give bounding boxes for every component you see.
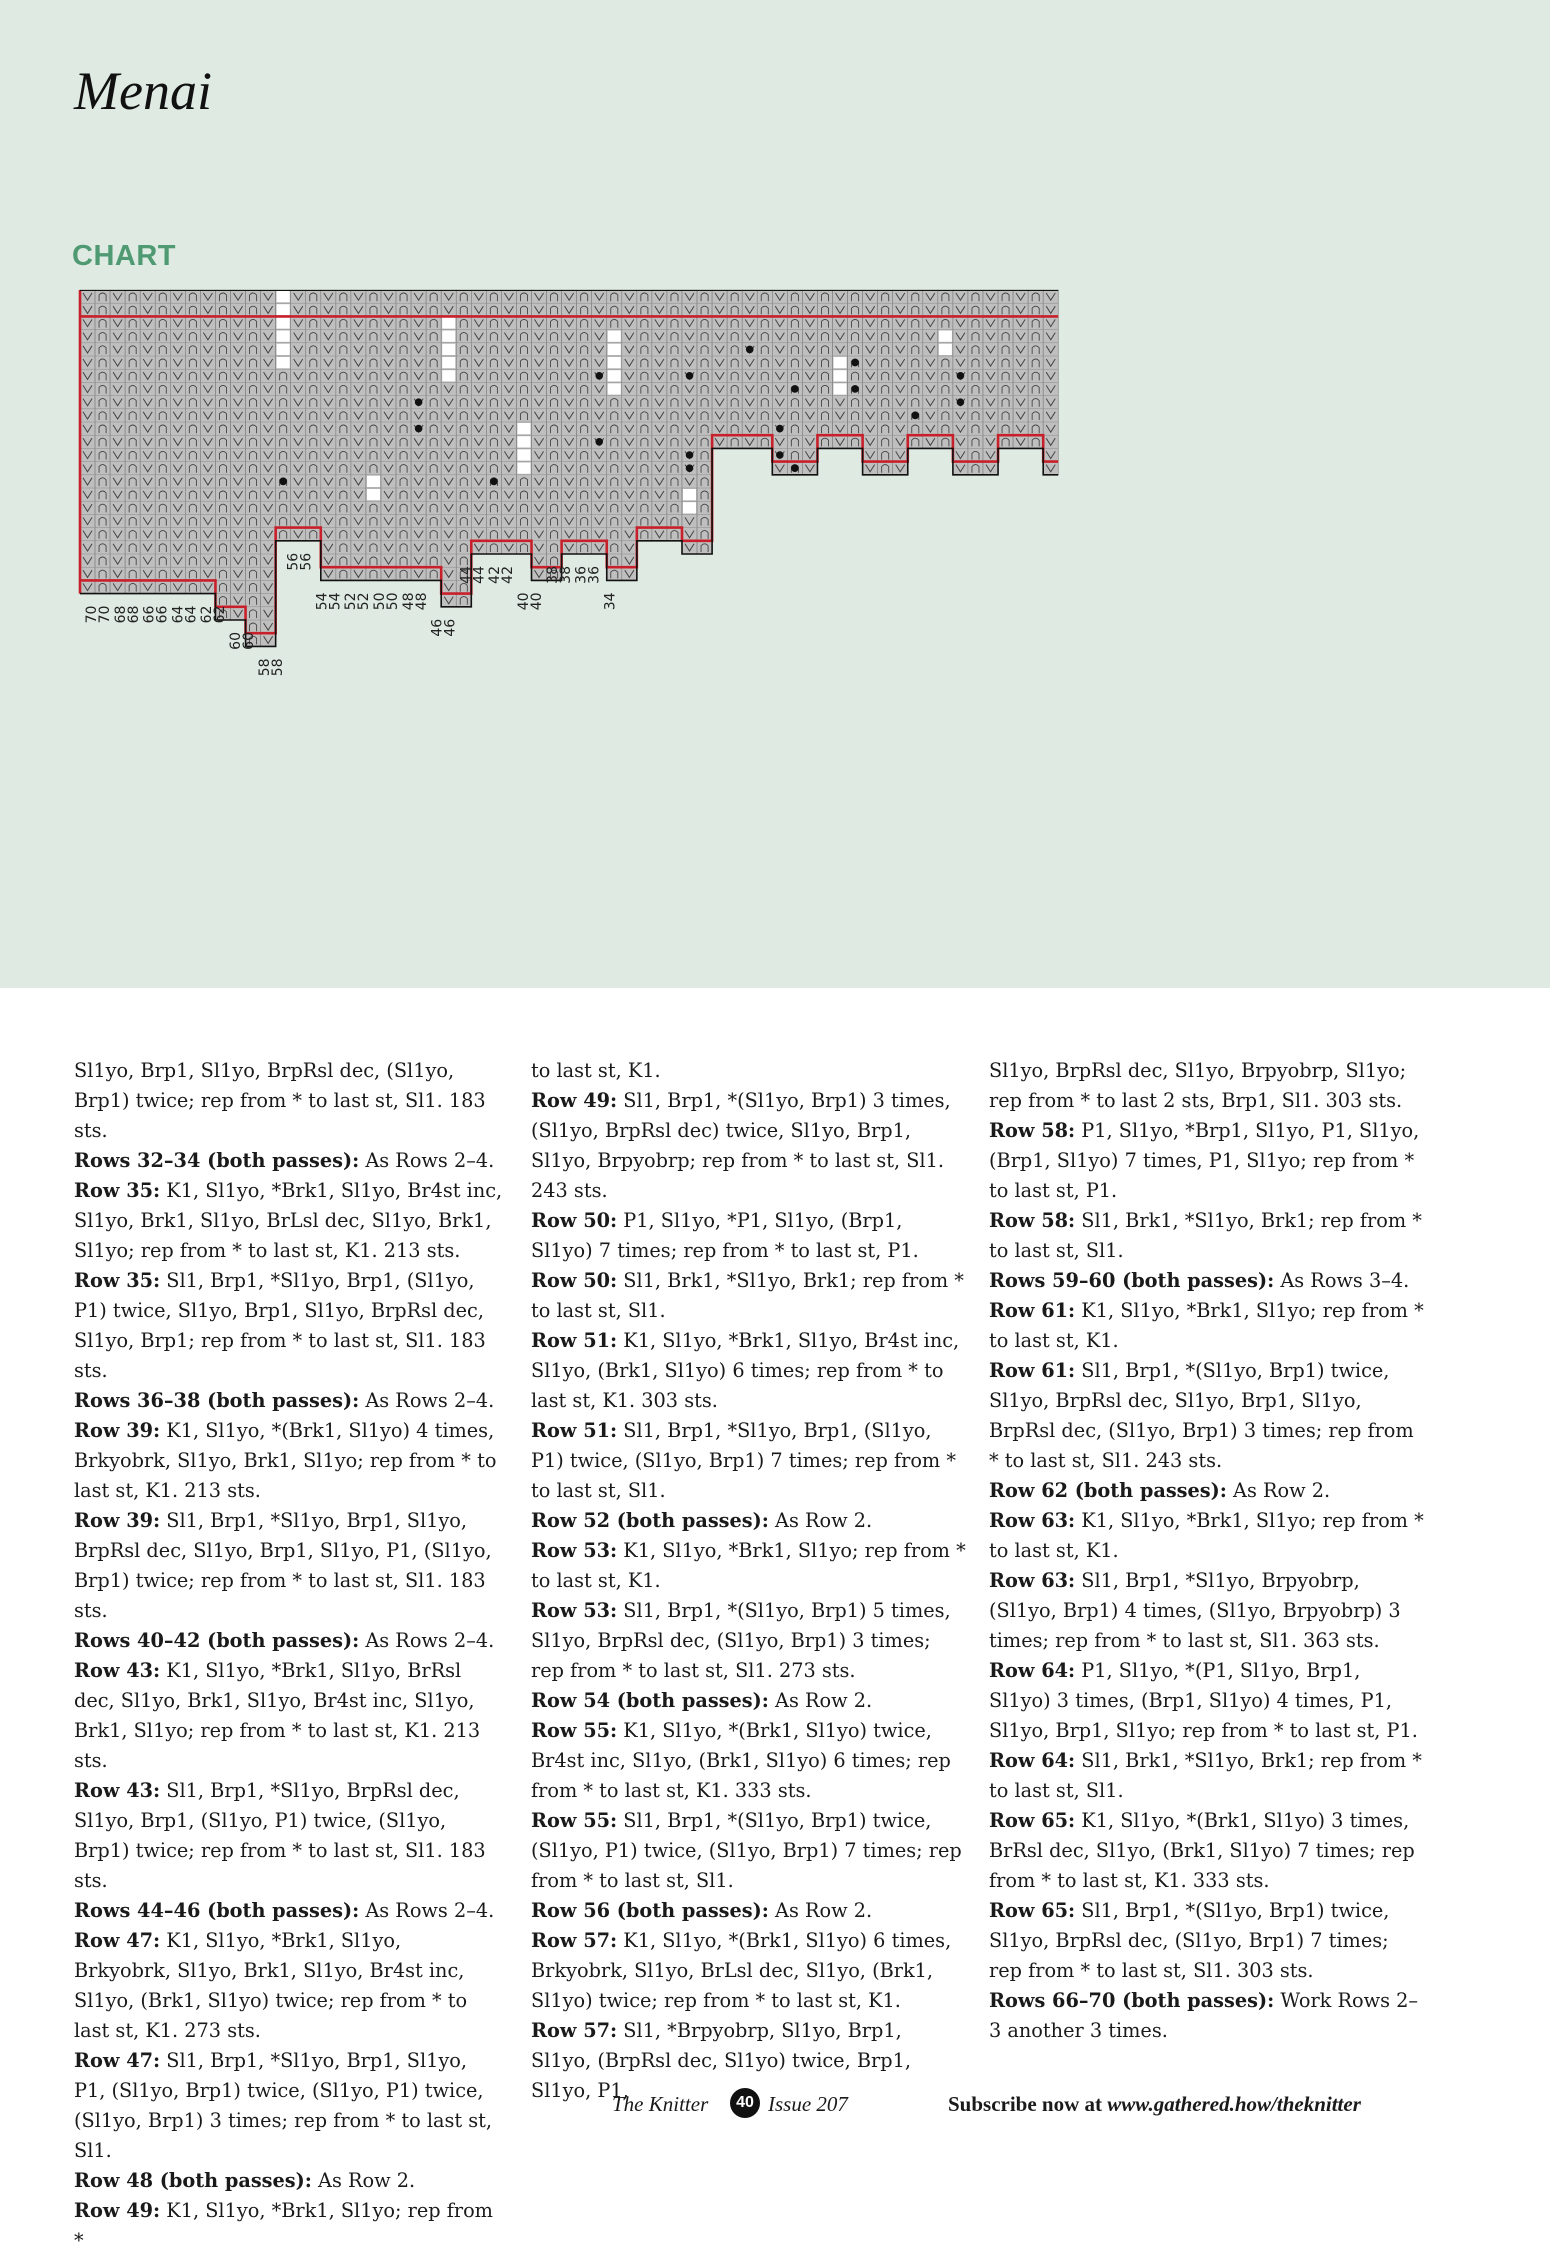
page-title: Menai: [74, 61, 212, 121]
chart-bottom-label: 62: [199, 605, 216, 624]
instruction-paragraph: [74, 1506, 504, 1626]
instruction-paragraph: [531, 1896, 966, 1926]
row-heading: Row 43:: [74, 1659, 161, 1682]
chart-bottom-label: 50: [385, 592, 401, 611]
chart-dot-symbol: [686, 372, 694, 380]
chart-highlight-cell: [834, 383, 847, 394]
chart-highlight-cell: [608, 370, 621, 381]
row-heading: Row 48 (both passes):: [74, 2169, 312, 2192]
chart-bottom-label: 56: [298, 552, 315, 571]
instruction-paragraph: [989, 1506, 1424, 1566]
row-heading: Row 35:: [74, 1179, 161, 1202]
instruction-paragraph: [531, 1416, 966, 1506]
chart-highlight-cell: [277, 291, 290, 302]
instruction-paragraph: [989, 1296, 1424, 1356]
chart-dot-symbol: [415, 398, 423, 406]
chart-bottom-label: 70: [84, 605, 100, 624]
chart-column: [200, 290, 215, 594]
instruction-paragraph: [989, 1806, 1424, 1896]
instruction-paragraph: [989, 1266, 1424, 1296]
row-text: P1, Sl1yo, *(P1, Sl1yo, Brp1, Sl1yo) 3 times, (Brp1, Sl1yo) 4 times, P1, Sl1yo, Brp1, Sl1yo; rep from * to last st, P1.: [989, 1659, 1418, 1742]
row-heading: Row 55:: [531, 1809, 618, 1832]
chart-dot-symbol: [851, 385, 859, 393]
page-number-badge: 40: [730, 2088, 760, 2118]
row-text: Sl1, Brp1, *(Sl1yo, Brp1) twice, Sl1yo, BrpRsl dec, Sl1yo, Brp1, Sl1yo, BrpRsl dec, (Sl1yo, Brp1) 3 times; rep from * to last st, Sl1. 243 sts.: [989, 1359, 1414, 1472]
chart-highlight-cell: [277, 304, 290, 315]
row-text: Sl1, Brp1, *Sl1yo, BrpRsl dec, Sl1yo, Brp1, (Sl1yo, P1) twice, (Sl1yo, Brp1) twice; rep from * to last st, Sl1. 183 sts.: [74, 1779, 486, 1892]
knitting-chart: [60, 285, 1460, 925]
row-heading: Row 58:: [989, 1209, 1076, 1232]
row-text: K1, Sl1yo, *Brk1, Sl1yo; rep from * to last st, K1.: [531, 1539, 966, 1592]
instruction-paragraph: [531, 1596, 966, 1686]
chart-bottom-label: 48: [413, 592, 430, 611]
instruction-paragraph: [74, 1386, 504, 1416]
row-heading: Rows 66–70 (both passes):: [989, 1989, 1275, 2012]
chart-bottom-label: 46: [429, 618, 446, 637]
row-text: Sl1yo, Brp1, Sl1yo, BrpRsl dec, (Sl1yo, Brp1) twice; rep from * to last st, Sl1. 183 sts.: [74, 1059, 486, 1142]
instructions-column-2: [531, 1056, 966, 2106]
row-text: Sl1, Brp1, *Sl1yo, Brpyobrp, (Sl1yo, Brp1) 4 times, (Sl1yo, Brpyobrp) 3 times; rep from * to last st, Sl1. 363 sts.: [989, 1569, 1401, 1652]
chart-bottom-label: 58: [256, 658, 273, 677]
chart-bottom-label: 52: [343, 592, 360, 611]
chart-highlight-cell: [939, 344, 952, 355]
chart-bottom-label: 48: [400, 592, 417, 611]
instruction-paragraph: [989, 1896, 1424, 1986]
chart-bottom-label: 46: [442, 618, 459, 637]
instruction-paragraph: [531, 1716, 966, 1806]
row-text: Work Rows 2–3 another 3 times.: [989, 1989, 1419, 2042]
row-text: K1, Sl1yo, *Brk1, Sl1yo, Br4st inc, Sl1yo, (Brk1, Sl1yo) 6 times; rep from * to last st, K1. 303 sts.: [531, 1329, 960, 1412]
instructions-column-1: [74, 1056, 504, 2256]
row-heading: Row 51:: [531, 1419, 618, 1442]
chart-highlight-cell: [517, 423, 530, 434]
chart-bottom-label: 42: [500, 566, 517, 584]
chart-highlight-cell: [517, 463, 530, 474]
chart-bottom-label: 40: [529, 592, 545, 611]
instruction-paragraph: [989, 1656, 1424, 1746]
row-text: Sl1yo, BrpRsl dec, Sl1yo, Brpyobrp, Sl1yo; rep from * to last 2 sts, Brp1, Sl1. 303 sts.: [989, 1059, 1407, 1112]
chart-bottom-label: 44: [471, 566, 488, 584]
chart-column: [155, 290, 170, 594]
chart-bottom-label: 38: [544, 566, 561, 584]
instruction-paragraph: [531, 1926, 966, 2016]
row-heading: Rows 44–46 (both passes):: [74, 1899, 360, 1922]
chart-top-outline: [80, 290, 1058, 291]
instruction-paragraph: [531, 1806, 966, 1896]
row-heading: Row 62 (both passes):: [989, 1479, 1227, 1502]
chart-column: [637, 290, 652, 541]
row-heading: Row 58:: [989, 1119, 1076, 1142]
chart-highlight-cell: [442, 357, 455, 368]
row-heading: Row 50:: [531, 1209, 618, 1232]
row-text: As Row 2.: [1226, 1479, 1331, 1502]
row-heading: Row 47:: [74, 1929, 161, 1952]
row-text: As Rows 2–4.: [359, 1149, 495, 1172]
chart-column: [652, 290, 667, 541]
instruction-paragraph: [989, 1356, 1424, 1476]
row-heading: Row 65:: [989, 1899, 1076, 1922]
chart-highlight-cell: [608, 357, 621, 368]
row-heading: Row 39:: [74, 1509, 161, 1532]
chart-column: [170, 290, 185, 594]
chart-highlight-cell: [277, 331, 290, 342]
row-heading: Row 52 (both passes):: [531, 1509, 769, 1532]
row-text: As Rows 2–4.: [359, 1629, 495, 1652]
chart-highlight-cell: [608, 383, 621, 394]
row-text: Sl1, Brp1, *Sl1yo, Brp1, (Sl1yo, P1) twice, Sl1yo, Brp1, Sl1yo, BrpRsl dec, Sl1yo, Brp1; rep from * to last st, Sl1. 183 sts.: [74, 1269, 486, 1382]
chart-highlight-cell: [517, 436, 530, 447]
chart-bottom-label: 56: [285, 552, 302, 571]
row-text: As Rows 2–4.: [359, 1899, 495, 1922]
row-heading: Row 61:: [989, 1299, 1076, 1322]
chart-bottom-label: 34: [602, 592, 619, 611]
row-heading: Row 54 (both passes):: [531, 1689, 769, 1712]
row-text: Sl1, Brp1, *Sl1yo, Brp1, Sl1yo, BrpRsl dec, Sl1yo, Brp1, Sl1yo, P1, (Sl1yo, Brp1) twice; rep from * to last st, Sl1. 183 sts.: [74, 1509, 492, 1622]
row-text: K1, Sl1yo, *Brk1, Sl1yo, Br4st inc, Sl1yo, Brk1, Sl1yo, BrLsl dec, Sl1yo, Brk1, Sl1yo; rep from * to last st, K1. 213 sts.: [74, 1179, 503, 1262]
instruction-paragraph: [74, 1176, 504, 1266]
chart-highlight-cell: [277, 357, 290, 368]
chart-highlight-cell: [834, 370, 847, 381]
row-heading: Rows 40–42 (both passes):: [74, 1629, 360, 1652]
row-heading: Rows 32–34 (both passes):: [74, 1149, 360, 1172]
chart-column: [140, 290, 155, 594]
instruction-paragraph: [74, 2196, 504, 2256]
instruction-paragraph: [74, 1896, 504, 1926]
chart-highlight-cell: [277, 344, 290, 355]
row-text: As Rows 3–4.: [1274, 1269, 1410, 1292]
row-heading: Row 64:: [989, 1659, 1076, 1682]
row-heading: Row 61:: [989, 1359, 1076, 1382]
row-text: Sl1, Brp1, *(Sl1yo, Brp1) 5 times, Sl1yo, BrpRsl dec, (Sl1yo, Brp1) 3 times; rep from * to last st, Sl1. 273 sts.: [531, 1599, 951, 1682]
instruction-paragraph: [531, 1686, 966, 1716]
row-text: K1, Sl1yo, *(Brk1, Sl1yo) 4 times, Brkyobrk, Sl1yo, Brk1, Sl1yo; rep from * to last st, K1. 213 sts.: [74, 1419, 497, 1502]
row-text: K1, Sl1yo, *(Brk1, Sl1yo) 6 times, Brkyobrk, Sl1yo, BrLsl dec, Sl1yo, (Brk1, Sl1yo) twice; rep from * to last st, K1.: [531, 1929, 952, 2012]
instruction-paragraph: [74, 1266, 504, 1386]
chart-column: [125, 290, 140, 594]
subscribe-link[interactable]: www.gathered.how/theknitter: [1107, 2092, 1361, 2116]
chart-highlight-cell: [442, 370, 455, 381]
row-text: Sl1, Brk1, *Sl1yo, Brk1; rep from * to last st, Sl1.: [989, 1749, 1422, 1802]
row-heading: Row 65:: [989, 1809, 1076, 1832]
instructions-column-3: [989, 1056, 1424, 2046]
chart-bottom-label: 36: [573, 566, 590, 584]
instruction-paragraph: [989, 1476, 1424, 1506]
row-text: P1, Sl1yo, *P1, Sl1yo, (Brp1, Sl1yo) 7 times; rep from * to last st, P1.: [531, 1209, 919, 1262]
row-text: As Rows 2–4.: [359, 1389, 495, 1412]
chart-highlight-cell: [277, 317, 290, 328]
instruction-paragraph: [74, 1416, 504, 1506]
row-text: Sl1, Brp1, *Sl1yo, Brp1, Sl1yo, P1, (Sl1yo, Brp1) twice, (Sl1yo, P1) twice, (Sl1yo, Brp1) 3 times; rep from * to last st, Sl1.: [74, 2049, 493, 2162]
chart-dot-symbol: [279, 478, 287, 486]
chart-highlight-cell: [442, 344, 455, 355]
row-text: P1, Sl1yo, *Brp1, Sl1yo, P1, Sl1yo, (Brp1, Sl1yo) 7 times, P1, Sl1yo; rep from * to last st, P1.: [989, 1119, 1420, 1202]
row-text: Sl1, Brk1, *Sl1yo, Brk1; rep from * to last st, Sl1.: [531, 1269, 964, 1322]
chart-heading: CHART: [72, 240, 176, 272]
chart-column: [95, 290, 110, 594]
chart-dot-symbol: [957, 398, 965, 406]
chart-bottom-label: 66: [154, 605, 171, 624]
issue-number: Issue 207: [768, 2092, 848, 2116]
chart-bottom-label: 58: [269, 658, 286, 677]
row-text: K1, Sl1yo, *(Brk1, Sl1yo) 3 times, BrRsl dec, Sl1yo, (Brk1, Sl1yo) 7 times; rep from * to last st, K1. 333 sts.: [989, 1809, 1415, 1892]
chart-dot-symbol: [791, 464, 799, 472]
instruction-paragraph: [531, 1536, 966, 1596]
instruction-paragraph: [531, 1056, 966, 1086]
chart-dot-symbol: [490, 478, 498, 486]
chart-column: [185, 290, 200, 594]
row-text: K1, Sl1yo, *Brk1, Sl1yo; rep from * to last st, K1.: [989, 1299, 1424, 1352]
chart-dot-symbol: [851, 359, 859, 367]
chart-column: [291, 290, 306, 541]
chart-highlight-cell: [442, 317, 455, 328]
row-heading: Row 39:: [74, 1419, 161, 1442]
chart-highlight-cell: [442, 331, 455, 342]
row-heading: Row 64:: [989, 1749, 1076, 1772]
row-text: Sl1, Brk1, *Sl1yo, Brk1; rep from * to last st, Sl1.: [989, 1209, 1422, 1262]
row-text: K1, Sl1yo, *Brk1, Sl1yo, BrRsl dec, Sl1yo, Brk1, Sl1yo, Br4st inc, Sl1yo, Brk1, Sl1yo; rep from * to last st, K1. 213 sts.: [74, 1659, 481, 1772]
chart-dot-symbol: [746, 346, 754, 354]
instruction-paragraph: [989, 1116, 1424, 1206]
row-heading: Row 49:: [74, 2199, 161, 2222]
chart-highlight-cell: [834, 357, 847, 368]
chart-dot-symbol: [791, 385, 799, 393]
row-heading: Row 57:: [531, 2019, 618, 2042]
chart-dot-symbol: [686, 464, 694, 472]
instruction-paragraph: [74, 1146, 504, 1176]
row-heading: Row 56 (both passes):: [531, 1899, 769, 1922]
instruction-paragraph: [989, 1566, 1424, 1656]
row-heading: Row 63:: [989, 1569, 1076, 1592]
chart-column: [110, 290, 125, 594]
instruction-paragraph: [989, 1746, 1424, 1806]
instruction-paragraph: [531, 1206, 966, 1266]
row-heading: Row 63:: [989, 1509, 1076, 1532]
row-heading: Rows 36–38 (both passes):: [74, 1389, 360, 1412]
chart-highlight-cell: [683, 502, 696, 513]
chart-bottom-label: 54: [327, 592, 344, 611]
chart-bottom-label: 36: [586, 566, 603, 584]
chart-bottom-label: 62: [212, 605, 229, 624]
chart-highlight-cell: [683, 489, 696, 500]
row-text: As Row 2.: [768, 1509, 873, 1532]
instruction-paragraph: [531, 1506, 966, 1536]
chart-panel: [0, 0, 1550, 988]
row-heading: Row 49:: [531, 1089, 618, 1112]
chart-column: [306, 290, 321, 541]
row-heading: Row 53:: [531, 1599, 618, 1622]
chart-bottom-label: 54: [314, 592, 331, 611]
row-text: As Row 2.: [311, 2169, 416, 2192]
row-heading: Row 55:: [531, 1719, 618, 1742]
chart-bottom-label: 52: [356, 592, 373, 611]
chart-column: [246, 290, 261, 646]
row-text: K1, Sl1yo, *(Brk1, Sl1yo) twice, Br4st inc, Sl1yo, (Brk1, Sl1yo) 6 times; rep from * to last st, K1. 333 sts.: [531, 1719, 951, 1802]
subscribe-text: Subscribe now at: [948, 2092, 1108, 2116]
chart-dot-symbol: [415, 425, 423, 433]
chart-dot-symbol: [911, 412, 919, 420]
instruction-paragraph: [74, 1926, 504, 2046]
chart-bottom-label: 40: [516, 592, 532, 611]
row-heading: Rows 59–60 (both passes):: [989, 1269, 1275, 1292]
row-heading: Row 53:: [531, 1539, 618, 1562]
chart-bottom-label: 42: [487, 566, 504, 584]
chart-column: [80, 290, 95, 594]
row-text: Sl1, Brp1, *(Sl1yo, Brp1) 3 times, (Sl1yo, BrpRsl dec) twice, Sl1yo, Brp1, Sl1yo, Brpyobrp; rep from * to last st, Sl1. 243 sts.: [531, 1089, 951, 1202]
chart-dot-symbol: [595, 438, 603, 446]
chart-bottom-label: 68: [112, 605, 129, 624]
chart-highlight-cell: [367, 476, 380, 487]
chart-column: [261, 290, 276, 646]
chart-highlight-cell: [517, 449, 530, 460]
row-heading: Row 51:: [531, 1329, 618, 1352]
chart-bottom-label: 70: [97, 605, 113, 624]
row-heading: Row 57:: [531, 1929, 618, 1952]
chart-highlight-cell: [939, 331, 952, 342]
chart-bottom-label: 66: [141, 605, 158, 624]
chart-bottom-label: 50: [372, 592, 388, 611]
row-text: K1, Sl1yo, *Brk1, Sl1yo, Brkyobrk, Sl1yo, Brk1, Sl1yo, Br4st inc, Sl1yo, (Brk1, Sl1yo) twice; rep from * to last st, K1. 273 sts.: [74, 1929, 468, 2042]
chart-dot-symbol: [776, 451, 784, 459]
row-text: K1, Sl1yo, *Brk1, Sl1yo; rep from * to last st, K1.: [989, 1509, 1424, 1562]
chart-column: [667, 290, 682, 541]
chart-bottom-label: 44: [458, 566, 475, 584]
chart-bottom-label: 60: [228, 632, 244, 650]
instruction-paragraph: [531, 1086, 966, 1206]
instruction-paragraph: [74, 1056, 504, 1146]
chart-dot-symbol: [957, 372, 965, 380]
page-footer: [0, 2088, 1550, 2124]
row-text: Sl1, Brp1, *Sl1yo, Brp1, (Sl1yo, P1) twice, (Sl1yo, Brp1) 7 times; rep from * to last st, Sl1.: [531, 1419, 956, 1502]
row-text: K1, Sl1yo, *Brk1, Sl1yo; rep from *: [74, 2199, 493, 2252]
row-heading: Row 35:: [74, 1269, 161, 1292]
instruction-paragraph: [74, 1656, 504, 1776]
row-text: As Row 2.: [768, 1899, 873, 1922]
instruction-paragraph: [989, 1986, 1424, 2046]
chart-bottom-label: 64: [170, 605, 187, 624]
chart-highlight-cell: [367, 489, 380, 500]
chart-dot-symbol: [595, 372, 603, 380]
row-heading: Row 50:: [531, 1269, 618, 1292]
chart-dot-symbol: [776, 425, 784, 433]
chart-bottom-label: 64: [183, 605, 200, 624]
row-text: Sl1, *Brpyobrp, Sl1yo, Brp1, Sl1yo, (BrpRsl dec, Sl1yo) twice, Brp1, Sl1yo, P1,: [531, 2019, 911, 2102]
row-text: Sl1, Brp1, *(Sl1yo, Brp1) twice, Sl1yo, BrpRsl dec, (Sl1yo, Brp1) 7 times; rep from * to last st, Sl1. 303 sts.: [989, 1899, 1390, 1982]
row-text: to last st, K1.: [531, 1059, 661, 1082]
instruction-paragraph: [74, 1626, 504, 1656]
magazine-name: The Knitter: [612, 2092, 709, 2116]
row-heading: Row 47:: [74, 2049, 161, 2072]
row-heading: Row 43:: [74, 1779, 161, 1802]
chart-bottom-label: 38: [557, 566, 574, 584]
instruction-paragraph: [531, 1266, 966, 1326]
instruction-paragraph: [989, 1056, 1424, 1116]
row-text: As Row 2.: [768, 1689, 873, 1712]
instruction-paragraph: [74, 1776, 504, 1896]
subscribe-line: [948, 2092, 1361, 2117]
chart-highlight-cell: [608, 331, 621, 342]
chart-highlight-cell: [608, 344, 621, 355]
instruction-paragraph: [989, 1206, 1424, 1266]
row-text: Sl1, Brp1, *(Sl1yo, Brp1) twice, (Sl1yo, P1) twice, (Sl1yo, Brp1) 7 times; rep from * to last st, Sl1.: [531, 1809, 962, 1892]
chart-bottom-label: 68: [125, 605, 142, 624]
chart-bottom-label: 60: [241, 632, 257, 650]
instruction-paragraph: [531, 1326, 966, 1416]
chart-dot-symbol: [686, 451, 694, 459]
